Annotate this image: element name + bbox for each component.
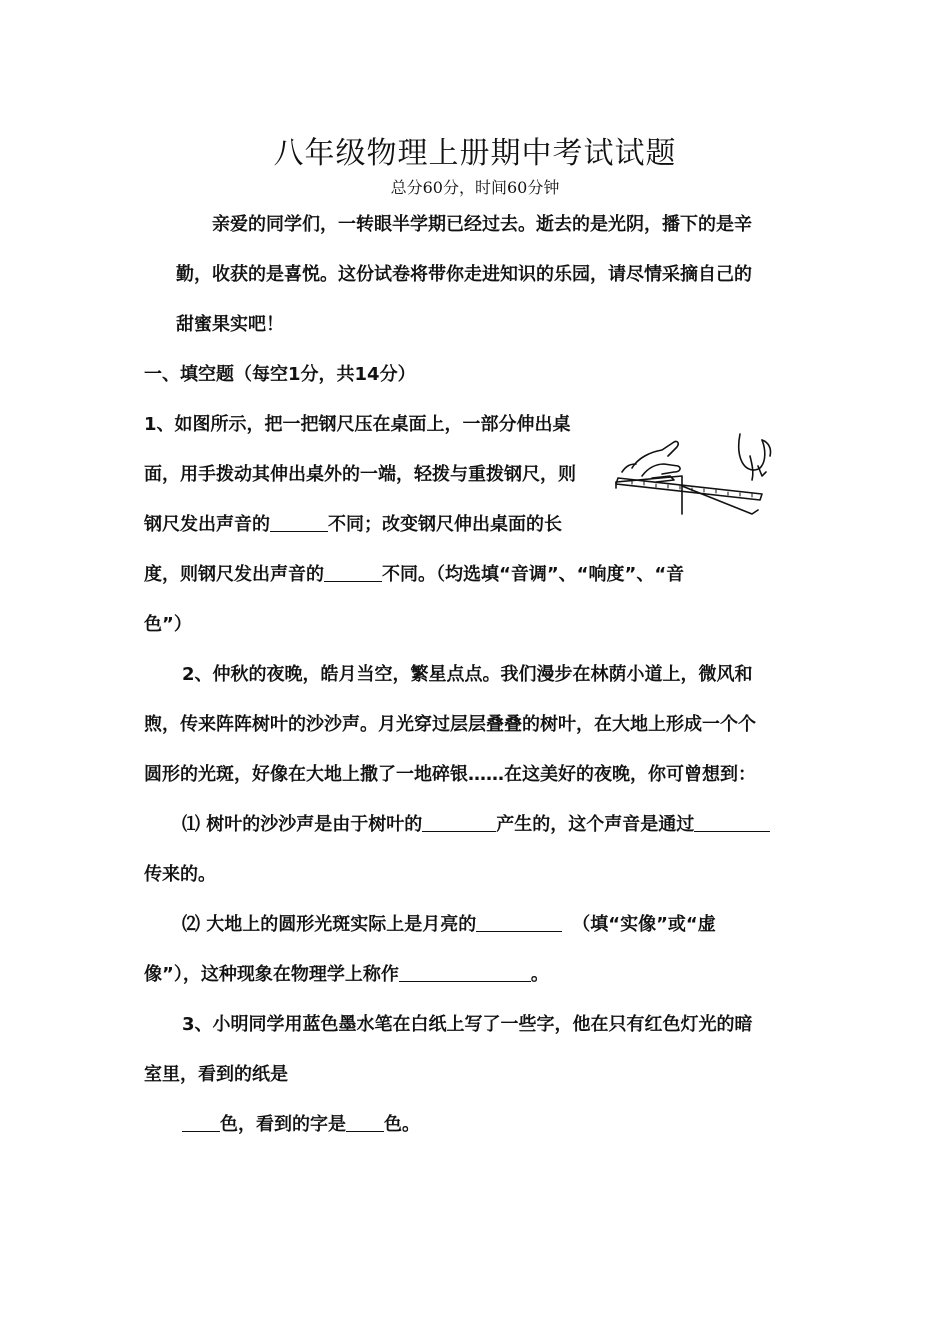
q2-line-3: 圆形的光斑，好像在大地上撒了一地碎银……在这美好的夜晚，你可曾想到： [144,764,756,785]
q3-line-2: 室里，看到的纸是 [144,1064,288,1085]
ruler-on-table-figure [612,428,782,528]
q2-part-2-text-a: ⑵ 大地上的圆形光斑实际上是月亮的 [182,914,477,935]
q3-blank-1[interactable] [182,1113,220,1132]
q2-blank-4[interactable] [399,963,531,982]
q1-line-5: 色”） [144,614,192,635]
q2-blank-1[interactable] [422,813,496,832]
intro-line-3: 甜蜜果实吧！ [176,314,284,335]
q2-line-1: 2、仲秋的夜晚，皓月当空，繁星点点。我们漫步在林荫小道上，微风和 [182,664,753,685]
q1-line-3 [144,513,562,537]
q1-line-4 [144,563,684,587]
q1-line-3-text-b: 不同；改变钢尺伸出桌面的长 [328,514,562,535]
q2-part-2-text-d: 。 [530,964,549,985]
q2-blank-3[interactable] [476,913,562,932]
section-heading: 一、填空题（每空1分，共14分） [144,364,416,385]
exam-subtitle: 总分60分，时间60分钟 [390,178,560,197]
q3-line-1: 3、小明同学用蓝色墨水笔在白纸上写了一些字，他在只有红色灯光的暗 [182,1014,753,1035]
q3-line-3 [182,1113,420,1137]
q2-part-1-end: 传来的。 [144,864,216,885]
q1-line-2: 面，用手拨动其伸出桌外的一端，轻拨与重拨钢尺，则 [144,464,576,485]
intro-line-1: 亲爱的同学们，一转眼半学期已经过去。逝去的是光阴，播下的是辛 [212,214,752,235]
q2-part-2-end [144,963,549,987]
q1-line-3-text-a: 钢尺发出声音的 [144,514,270,535]
q1-line-4-text-b: 不同。（均选填“音调”、“响度”、“音 [382,564,685,585]
intro-line-2: 勤，收获的是喜悦。这份试卷将带你走进知识的乐园，请尽情采摘自己的 [176,264,752,285]
q2-part-1-text-a: ⑴ 树叶的沙沙声是由于树叶的 [182,814,423,835]
q1-line-4-text-a: 度，则钢尺发出声音的 [144,564,324,585]
q1-blank-2[interactable] [324,563,382,582]
q1-blank-1[interactable] [270,513,328,532]
q2-blank-2[interactable] [694,813,770,832]
q2-part-1 [182,813,770,837]
q2-part-1-text-b: 产生的，这个声音是通过 [496,814,695,835]
q2-part-2-text-b: （填“实像”或“虚 [572,914,716,935]
q3-line-3-text-b: 色。 [384,1114,420,1135]
q2-part-2-text-c: 像”），这种现象在物理学上称作 [144,964,399,985]
q2-part-2 [182,913,716,937]
q2-line-2: 煦，传来阵阵树叶的沙沙声。月光穿过层层叠叠的树叶，在大地上形成一个个 [144,714,756,735]
exam-title: 八年级物理上册期中考试试题 [273,136,677,171]
q3-blank-2[interactable] [346,1113,384,1132]
q3-line-3-text-a: 色，看到的字是 [220,1114,346,1135]
q1-line-1: 1、如图所示，把一把钢尺压在桌面上，一部分伸出桌 [144,414,571,435]
